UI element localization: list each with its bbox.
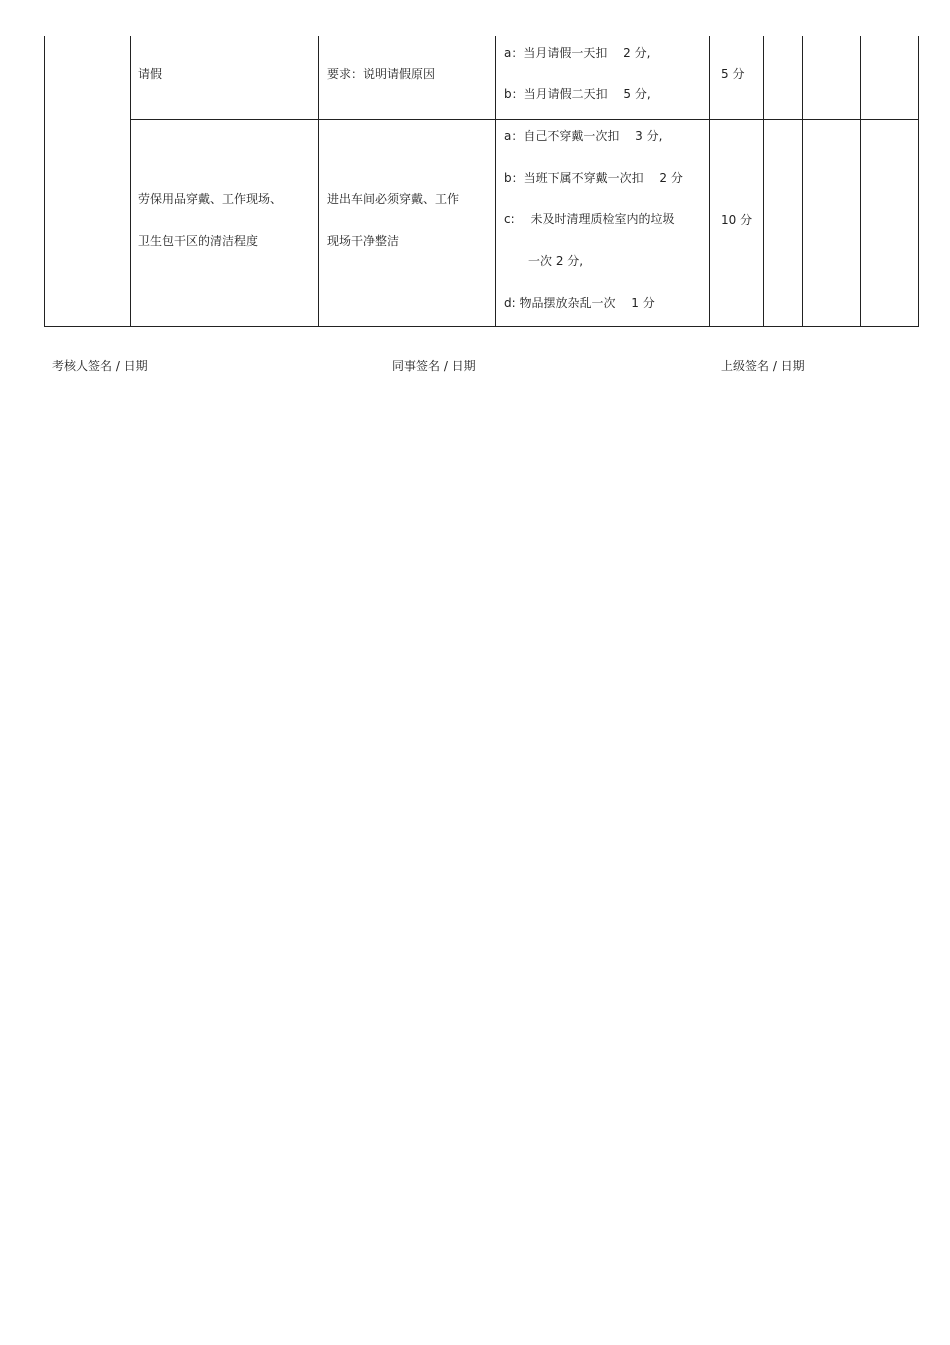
table-border-left	[44, 36, 45, 327]
criteria-line: a：自己不穿戴一次扣 3 分,	[504, 129, 663, 143]
criteria-line: c: 未及时清理质检室内的垃圾	[504, 212, 675, 226]
row-divider	[130, 119, 919, 120]
superior-signature-label: 上级签名 / 日期	[721, 359, 805, 373]
item-cell-text: 劳保用品穿戴、工作现场、	[138, 192, 283, 206]
column-divider	[763, 36, 764, 327]
criteria-line: b：当月请假二天扣 5 分,	[504, 87, 651, 101]
criteria-line: 一次 2 分,	[528, 254, 584, 268]
item-cell-text: 请假	[138, 67, 163, 81]
requirement-cell-text: 现场干净整洁	[327, 234, 400, 248]
column-divider	[318, 36, 319, 327]
column-divider	[860, 36, 861, 327]
column-divider	[709, 36, 710, 327]
requirement-cell-text: 要求：说明请假原因	[327, 67, 436, 81]
criteria-line: d: 物品摆放杂乱一次 1 分	[504, 296, 655, 310]
assessment-table	[0, 0, 950, 330]
score-cell-text: 5 分	[721, 67, 745, 81]
colleague-signature-label: 同事签名 / 日期	[392, 359, 476, 373]
requirement-cell-text: 进出车间必须穿戴、工作	[327, 192, 460, 206]
table-border-bottom	[44, 326, 919, 327]
criteria-line: a：当月请假一天扣 2 分,	[504, 46, 651, 60]
assessor-signature-label: 考核人签名 / 日期	[52, 359, 148, 373]
column-divider	[802, 36, 803, 327]
criteria-line: b：当班下属不穿戴一次扣 2 分	[504, 171, 683, 185]
item-cell-text: 卫生包干区的清洁程度	[138, 234, 259, 248]
score-cell-text: 10 分	[721, 213, 753, 227]
column-divider	[130, 36, 131, 327]
column-divider	[495, 36, 496, 327]
table-border-right	[918, 36, 919, 327]
